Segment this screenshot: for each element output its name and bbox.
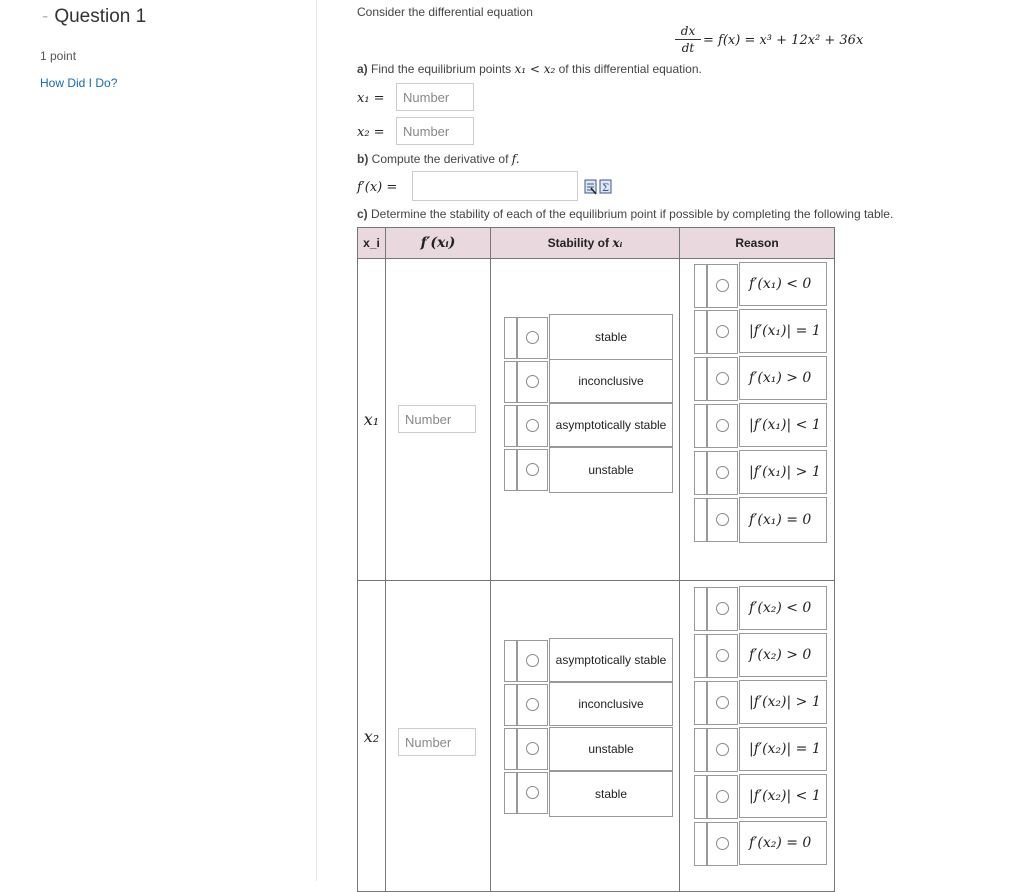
- equation-editor-icon[interactable]: [599, 179, 613, 200]
- part-c-label: c): [357, 207, 368, 221]
- radio-button[interactable]: [526, 375, 539, 388]
- reason-option[interactable]: |f′(x₁)| < 1: [739, 403, 827, 447]
- reason-radio-cell[interactable]: [707, 634, 738, 678]
- svg-text:Σ: Σ: [602, 183, 610, 194]
- stability-radio-cell[interactable]: [517, 317, 548, 359]
- radio-button[interactable]: [716, 513, 729, 526]
- stability-option[interactable]: inconclusive: [549, 359, 673, 403]
- reason-select-handle[interactable]: [694, 310, 707, 354]
- part-a-prompt: [357, 62, 702, 76]
- x2-label: x₂ =: [357, 125, 385, 140]
- stability-select-handle[interactable]: [504, 640, 517, 682]
- stability-select-handle[interactable]: [504, 361, 517, 403]
- reason-select-handle[interactable]: [694, 264, 707, 308]
- part-a-text: Find the equilibrium points: [371, 62, 512, 76]
- part-a-text-post: of this differential equation.: [558, 62, 702, 76]
- row1-xi: x₁: [358, 259, 386, 581]
- stability-radio-cell[interactable]: [517, 640, 548, 682]
- reason-radio-cell[interactable]: [707, 728, 738, 772]
- part-b-prompt: [357, 152, 520, 166]
- reason-option[interactable]: |f′(x₁)| = 1: [739, 309, 827, 353]
- stability-radio-cell[interactable]: [517, 361, 548, 403]
- header-xi: x_i: [358, 228, 386, 259]
- stability-select-handle[interactable]: [504, 772, 517, 814]
- stability-option[interactable]: inconclusive: [549, 682, 673, 726]
- radio-button[interactable]: [716, 325, 729, 338]
- radio-button[interactable]: [526, 786, 539, 799]
- radio-button[interactable]: [526, 331, 539, 344]
- reason-select-handle[interactable]: [694, 681, 707, 725]
- x1-input[interactable]: [396, 83, 474, 111]
- radio-button[interactable]: [716, 372, 729, 385]
- radio-button[interactable]: [716, 602, 729, 615]
- radio-button[interactable]: [716, 279, 729, 292]
- formula-preview-icon[interactable]: [584, 179, 598, 200]
- radio-button[interactable]: [716, 743, 729, 756]
- collapse-icon[interactable]: -: [42, 6, 49, 27]
- how-did-i-do-link[interactable]: How Did I Do?: [40, 76, 118, 90]
- reason-option[interactable]: f′(x₂) < 0: [739, 586, 827, 630]
- reason-option[interactable]: |f′(x₁)| > 1: [739, 450, 827, 494]
- reason-option[interactable]: |f′(x₂)| = 1: [739, 727, 827, 771]
- fraction-numerator: dx: [675, 24, 701, 40]
- reason-radio-cell[interactable]: [707, 404, 738, 448]
- reason-radio-cell[interactable]: [707, 451, 738, 495]
- stability-option[interactable]: unstable: [549, 727, 673, 771]
- radio-button[interactable]: [716, 419, 729, 432]
- part-c-prompt: [357, 207, 893, 221]
- stability-option[interactable]: stable: [549, 771, 673, 817]
- part-a-math: x₁ < x₂: [514, 62, 556, 76]
- part-c-text: Determine the stability of each of the equilibrium point if possible by completing the following table.: [371, 207, 894, 221]
- stability-option[interactable]: stable: [549, 314, 673, 360]
- x1-label: x₁ =: [357, 91, 385, 106]
- reason-radio-cell[interactable]: [707, 587, 738, 631]
- reason-select-handle[interactable]: [694, 728, 707, 772]
- part-b-math: f.: [511, 152, 520, 166]
- header-reason: Reason: [680, 228, 835, 259]
- intro-text: Consider the differential equation: [357, 5, 533, 19]
- reason-radio-cell[interactable]: [707, 357, 738, 401]
- header-stability-math: xᵢ: [612, 236, 623, 250]
- x2-input[interactable]: [396, 117, 474, 145]
- stability-option[interactable]: unstable: [549, 447, 673, 493]
- stability-radio-cell[interactable]: [517, 449, 548, 491]
- fraction-denominator: dt: [681, 41, 695, 55]
- radio-button[interactable]: [526, 419, 539, 432]
- stability-radio-cell[interactable]: [517, 405, 548, 447]
- reason-option[interactable]: f′(x₂) > 0: [739, 633, 827, 677]
- header-stability: [491, 228, 680, 259]
- reason-option[interactable]: f′(x₁) < 0: [739, 262, 827, 306]
- row2-xi: x₂: [358, 581, 386, 892]
- reason-option[interactable]: f′(x₂) = 0: [739, 821, 827, 865]
- reason-select-handle[interactable]: [694, 587, 707, 631]
- radio-button[interactable]: [716, 790, 729, 803]
- reason-select-handle[interactable]: [694, 822, 707, 866]
- row2-fprime-input[interactable]: [398, 728, 476, 756]
- part-b-label: b): [357, 152, 369, 166]
- reason-radio-cell[interactable]: [707, 775, 738, 819]
- reason-radio-cell[interactable]: [707, 310, 738, 354]
- header-stability-text: Stability of: [547, 236, 609, 250]
- stability-select-handle[interactable]: [504, 317, 517, 359]
- radio-button[interactable]: [526, 654, 539, 667]
- row1-fprime-input[interactable]: [398, 405, 476, 433]
- radio-button[interactable]: [526, 698, 539, 711]
- equation-rhs: = f(x) = x³ + 12x² + 36x: [703, 33, 864, 48]
- reason-select-handle[interactable]: [694, 404, 707, 448]
- reason-option[interactable]: |f′(x₂)| < 1: [739, 774, 827, 818]
- question-title-text: Question 1: [54, 6, 147, 27]
- reason-select-handle[interactable]: [694, 451, 707, 495]
- stability-option[interactable]: asymptotically stable: [549, 403, 673, 447]
- reason-select-handle[interactable]: [694, 634, 707, 678]
- reason-select-handle[interactable]: [694, 775, 707, 819]
- radio-button[interactable]: [716, 696, 729, 709]
- header-fprime-text: f′(xᵢ): [420, 235, 456, 251]
- radio-button[interactable]: [716, 649, 729, 662]
- reason-option[interactable]: |f′(x₂)| > 1: [739, 680, 827, 724]
- question-sidebar: [0, 0, 317, 881]
- radio-button[interactable]: [526, 463, 539, 476]
- table-header-row: [358, 228, 835, 259]
- fprime-label: f′(x) =: [357, 180, 398, 195]
- stability-radio-cell[interactable]: [517, 684, 548, 726]
- points-label: 1 point: [40, 49, 77, 63]
- stability-radio-cell[interactable]: [517, 728, 548, 770]
- question-title[interactable]: [42, 6, 146, 28]
- fprime-formula-input[interactable]: [412, 171, 578, 201]
- reason-option[interactable]: f′(x₁) > 0: [739, 356, 827, 400]
- radio-button[interactable]: [526, 742, 539, 755]
- reason-radio-cell[interactable]: [707, 681, 738, 725]
- reason-radio-cell[interactable]: [707, 822, 738, 866]
- reason-select-handle[interactable]: [694, 357, 707, 401]
- radio-button[interactable]: [716, 837, 729, 850]
- reason-option[interactable]: f′(x₁) = 0: [739, 497, 827, 543]
- stability-select-handle[interactable]: [504, 684, 517, 726]
- stability-radio-cell[interactable]: [517, 772, 548, 814]
- part-a-label: a): [357, 62, 368, 76]
- part-b-text: Compute the derivative of: [371, 152, 509, 166]
- radio-button[interactable]: [716, 466, 729, 479]
- stability-select-handle[interactable]: [504, 728, 517, 770]
- stability-select-handle[interactable]: [504, 449, 517, 491]
- stability-option[interactable]: asymptotically stable: [549, 638, 673, 682]
- reason-radio-cell[interactable]: [707, 498, 738, 542]
- stability-select-handle[interactable]: [504, 405, 517, 447]
- reason-radio-cell[interactable]: [707, 264, 738, 308]
- reason-select-handle[interactable]: [694, 498, 707, 542]
- equation-fraction: [675, 24, 701, 55]
- header-fprime: [386, 228, 491, 259]
